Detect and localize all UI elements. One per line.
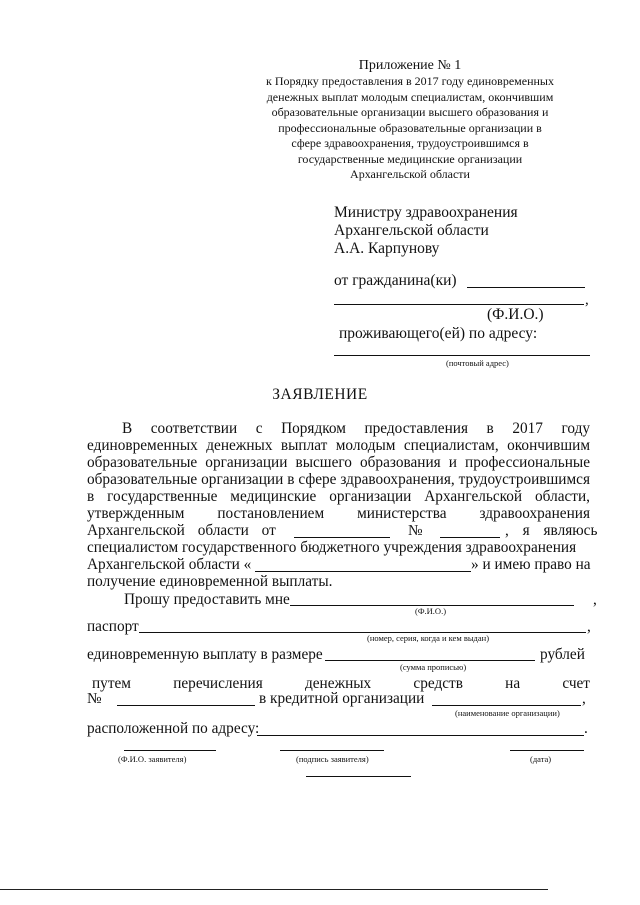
passport-comma: , [587,618,591,635]
signature-fio-hint: (Ф.И.О. заявителя) [118,754,187,764]
paragraph-line: единовременных денежных выплат молодым специалистам, окончившим [87,437,590,454]
fio-label: (Ф.И.О.) [487,306,544,323]
signature-separator [306,776,411,777]
amount-field[interactable] [325,660,535,661]
institution-field[interactable] [255,571,471,572]
from-citizen-field[interactable] [467,287,585,288]
located-dot: . [584,720,588,737]
document-title: ЗАЯВЛЕНИЕ [272,386,368,403]
org-hint: (наименование организации) [455,708,560,718]
annex-line: государственные медицинские организации [297,151,523,166]
arch-quote-open: Архангельской области « [87,556,252,573]
amount-label: единовременную выплату в размере [87,646,323,663]
receipt-line: получение единовременной выплаты. [87,573,333,590]
passport-hint: (номер, серия, когда и кем выдан) [367,633,490,643]
credit-org-field[interactable] [432,705,581,706]
resolution-number-field[interactable] [440,537,500,538]
annex-line: денежных выплат молодым специалистам, окончившим [266,89,554,104]
paragraph-line: в государственные медицинские организации Архангельской области, [87,488,590,505]
arch-date-label: Архангельской области от [87,522,276,539]
addressee-line: Архангельской области [334,222,489,239]
fio-hint: (Ф.И.О.) [415,606,447,616]
date-hint: (дата) [530,754,552,764]
located-label: расположенной по адресу: [87,720,260,737]
specialist-line: специалистом государственного бюджетного учреждения здравоохранения [87,539,577,556]
annex-line: сфере здравоохранения, трудоустроившимся в [291,136,529,150]
from-citizen-field-2[interactable] [334,304,584,305]
annex-line: образовательные организации высшего образования и [271,105,549,119]
amount-hint: (сумма прописью) [400,662,467,672]
i-am-label: , я являюсь [505,522,598,539]
number-sign: № [408,522,423,539]
amount-unit: рублей [540,646,585,663]
signature-hint: (подпись заявителя) [296,754,369,764]
page-bottom-rule [0,889,548,890]
date-field[interactable] [510,750,584,751]
ask-label: Прошу предоставить мне [124,591,290,608]
paragraph-line: образовательные организации в сфере здравоохранения, трудоустроившимся [87,471,590,488]
annex-header [240,58,580,183]
credit-comma: , [582,690,586,707]
residing-label: проживающего(ей) по адресу: [339,325,538,342]
resolution-date-field[interactable] [294,537,390,538]
postal-address-field[interactable] [334,355,590,356]
postal-address-hint: (почтовый адрес) [446,358,509,368]
passport-field[interactable] [139,632,586,633]
paragraph-line: В соответствии с Порядком предоставления в 2017 году [122,420,590,437]
org-address-field[interactable] [257,735,584,736]
account-no-sign: № [87,690,102,707]
passport-label: паспорт [87,618,139,635]
paragraph-line: образовательные организации высшего образования и профессиональные [87,454,590,471]
transfer-line: путем перечисления денежных средств на счет [92,675,590,692]
annex-line: Архангельской области [350,167,470,181]
from-citizen-label: от гражданина(ки) [334,272,457,289]
credit-org-label: в кредитной организации [259,690,425,707]
paragraph-line: утвержденным постановлением министерства здравоохранения [87,505,590,522]
annex-line: к Порядку предоставления в 2017 году единовременных [266,74,554,88]
comma: , [585,292,589,308]
signature-fio-field[interactable] [124,750,216,751]
addressee-line: Министру здравоохранения [334,204,518,221]
arch-quote-close: » и имею право на [471,556,591,573]
annex-heading: Приложение № 1 [358,58,462,73]
ask-comma: , [593,591,597,608]
addressee-line: А.А. Карпунову [334,240,440,257]
signature-field[interactable] [280,750,384,751]
account-number-field[interactable] [117,705,255,706]
annex-line: профессиональные образовательные организации в [278,120,542,135]
